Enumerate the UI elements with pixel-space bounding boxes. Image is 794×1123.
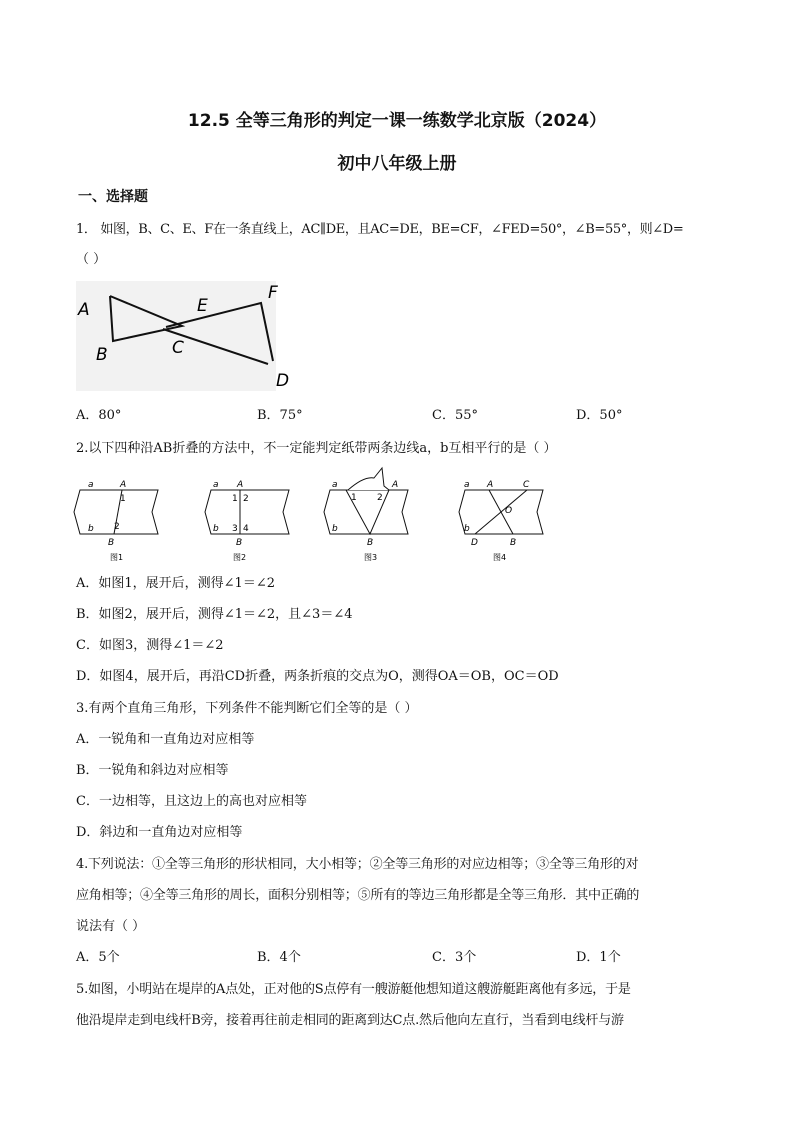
q2-figures — [74, 476, 564, 566]
fig2-2-label-a: a — [213, 480, 219, 490]
q1-option-b[interactable]: B．75° — [257, 408, 303, 423]
page-subtitle: 初中八年级上册 — [337, 154, 457, 174]
fig2-3-label-2: 2 — [377, 493, 383, 503]
q2-option-b[interactable]: B．如图2，展开后，测得∠1＝∠2，且∠3＝∠4 — [76, 607, 353, 622]
q3-option-a[interactable]: A．一锐角和一直角边对应相等 — [76, 732, 255, 747]
fig2-2-label-b: b — [213, 524, 219, 534]
fig2-1-label-1: 1 — [120, 494, 126, 504]
q1-stem-line1: 1． 如图，B、C、E、F在一条直线上，AC∥DE，且AC=DE，BE=CF，∠FED=50°，∠B=55°，则∠D= — [76, 222, 684, 237]
q4-option-c[interactable]: C．3个 — [432, 950, 477, 965]
fig1-label-F: F — [268, 283, 278, 303]
fig1-label-E: E — [197, 296, 208, 316]
q3-option-c[interactable]: C．一边相等，且这边上的高也对应相等 — [76, 794, 307, 809]
q3-option-b[interactable]: B．一锐角和斜边对应相等 — [76, 763, 229, 778]
q2-fig4 — [459, 480, 543, 562]
q1-option-c[interactable]: C．55° — [432, 408, 478, 423]
fig2-3-label-A: A — [392, 480, 399, 490]
q1-option-a[interactable]: A．80° — [76, 408, 122, 423]
fig1-label-D: D — [276, 371, 290, 391]
q2-option-c[interactable]: C．如图3，测得∠1＝∠2 — [76, 638, 224, 653]
q1-stem-line2: （ ） — [76, 252, 107, 267]
fig2-1-label-a: a — [88, 480, 94, 490]
q3-option-d[interactable]: D．斜边和一直角边对应相等 — [76, 825, 243, 840]
q4-option-d[interactable]: D．1个 — [576, 950, 621, 965]
q2-option-a[interactable]: A．如图1，展开后，测得∠1＝∠2 — [76, 576, 275, 591]
q2-option-d[interactable]: D．如图4，展开后，再沿CD折叠，两条折痕的交点为O，测得OA＝OB，OC＝OD — [76, 669, 559, 684]
q4-stem-line3: 说法有（ ） — [76, 919, 146, 934]
section-heading: 一、选择题 — [78, 189, 148, 205]
fig2-3-label-b: b — [332, 524, 338, 534]
q1-figure — [76, 281, 290, 391]
q2-stem: 2.以下四种沿AB折叠的方法中，不一定能判定纸带两条边线a，b互相平行的是（ ） — [76, 441, 557, 456]
fig2-1-label-2: 2 — [114, 522, 120, 532]
fig2-1-label-b: b — [88, 524, 94, 534]
q4-stem-line1: 4.下列说法：①全等三角形的形状相同，大小相等；②全等三角形的对应边相等；③全等三角形的对 — [76, 857, 639, 872]
q5-stem-line1: 5.如图，小明站在堤岸的A点处，正对他的S点停有一艘游艇他想知道这艘游艇距离他有多远，于是 — [76, 982, 631, 997]
fig2-1-label-A: A — [120, 480, 127, 490]
q3-stem: 3.有两个直角三角形，下列条件不能判断它们全等的是（ ） — [76, 701, 418, 716]
fig1-label-C: C — [172, 338, 184, 358]
q5-stem-line2: 他沿堤岸走到电线杆B旁，接着再往前走相同的距离到达C点.然后他向左直行，当看到电线杆与游 — [76, 1013, 624, 1028]
fig2-3-label-B: B — [367, 538, 374, 548]
q4-option-a[interactable]: A．5个 — [76, 950, 120, 965]
q4-option-b[interactable]: B．4个 — [257, 950, 301, 965]
fig2-4-label-D: D — [471, 538, 478, 548]
fig2-2-label-3: 3 — [232, 524, 238, 534]
fig2-1-caption: 图1 — [110, 553, 124, 562]
fig2-2-label-A: A — [237, 480, 244, 490]
page-title: 12.5 全等三角形的判定一课一练数学北京版（2024） — [187, 111, 607, 131]
fig2-4-label-b: b — [464, 524, 470, 534]
fig2-2-label-B: B — [236, 538, 243, 548]
q2-fig3 — [324, 468, 408, 562]
fig2-1-label-B: B — [108, 538, 115, 548]
fig2-3-label-a: a — [332, 480, 338, 490]
q1-option-d[interactable]: D．50° — [576, 408, 623, 423]
fig2-2-label-4: 4 — [243, 524, 249, 534]
fig1-label-B: B — [96, 345, 108, 365]
q4-stem-line2: 应角相等；④全等三角形的周长，面积分别相等；⑤所有的等边三角形都是全等三角形．其中正确的 — [76, 888, 640, 903]
fig2-2-label-1: 1 — [232, 494, 238, 504]
fig1-label-A: A — [78, 300, 90, 320]
fig2-4-label-C: C — [523, 480, 530, 490]
fig2-4-caption: 图4 — [493, 553, 507, 562]
fig2-4-label-B: B — [510, 538, 517, 548]
fig2-3-label-1: 1 — [351, 493, 357, 503]
fig2-4-label-A: A — [487, 480, 494, 490]
fig2-4-label-a: a — [464, 480, 470, 490]
fig2-2-caption: 图2 — [233, 553, 247, 562]
fig2-4-label-O: O — [505, 506, 513, 516]
q2-fig1 — [74, 480, 158, 562]
fig2-3-caption: 图3 — [364, 553, 378, 562]
fig2-2-label-2: 2 — [243, 494, 249, 504]
q2-fig2 — [205, 480, 289, 562]
